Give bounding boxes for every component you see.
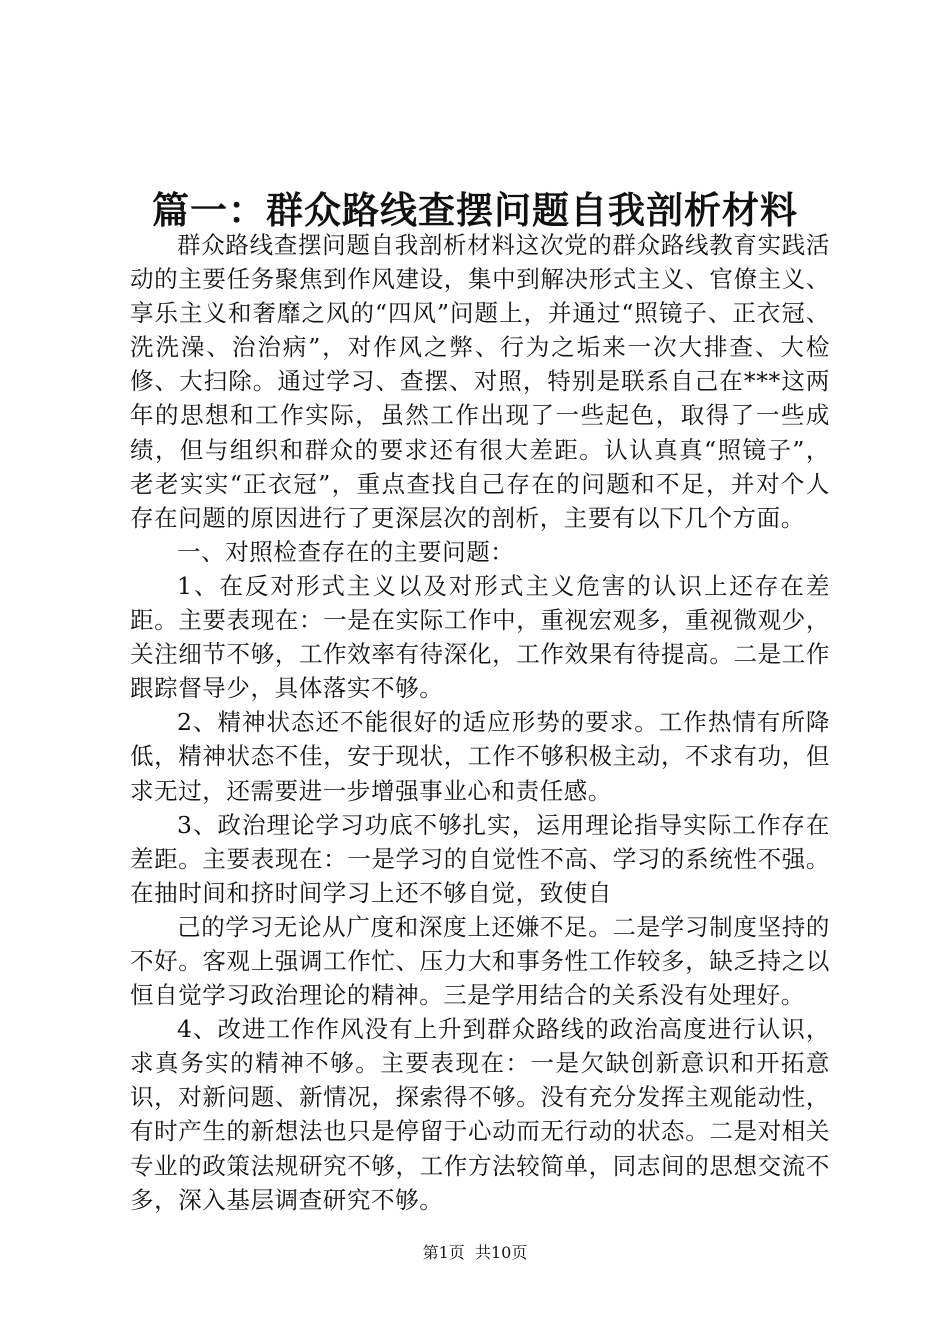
paragraph-intro: 群众路线查摆问题自我剖析材料这次党的群众路线教育实践活动的主要任务聚焦到作风建设，集中到解决形式主义、官僚主义、享乐主义和奢靡之风的“四风”问题上，并通过“照镜子、正衣冠、洗洗澡、治治病”，对作风之弊、行为之垢来一次大排查、大检修、大扫除。通过学习、查摆、对照，特别是联系自己在***这两年的思想和工作实际，虽然工作出现了一些起色，取得了一些成绩，但与组织和群众的要求还有很大差距。认认真真“照镜子”，老老实实“正衣冠”，重点查找自己存在的问题和不足，并对个人存在问题的原因进行了更深层次的剖析，主要有以下几个方面。 (130, 231, 830, 532)
paragraph-item-2: 2、精神状态还不能很好的适应形势的要求。工作热情有所降低，精神状态不佳，安于现状，工作不够积极主动，不求有功，但求无过，还需要进一步增强事业心和责任感。 (130, 708, 830, 805)
document-body (130, 228, 830, 1217)
paragraph-item-4: 4、改进工作作风没有上升到群众路线的政治高度进行认识，求真务实的精神不够。主要表现在：一是欠缺创新意识和开拓意识，对新问题、新情况，探索得不够。没有充分发挥主观能动性，有时产生的新想法也只是停留于心动而无行动的状态。二是对相关专业的政策法规研究不够，工作方法较简单，同志间的思想交流不多，深入基层调查研究不够。 (130, 1015, 830, 1214)
paragraph-section-heading: 一、对照检查存在的主要问题： (177, 537, 515, 566)
paragraph-item-3-continued: 己的学习无论从广度和深度上还嫌不足。二是学习制度坚持的不好。客观上强调工作忙、压力大和事务性工作较多，缺乏持之以恒自觉学习政治理论的精神。三是学用结合的关系没有处理好。 (130, 912, 830, 1010)
page-total: 共10页 (474, 1243, 528, 1262)
document-title: 篇一：群众路线查摆问题自我剖析材料 (152, 188, 798, 232)
page-number: 第1页 (422, 1243, 465, 1262)
page-footer (0, 1243, 950, 1263)
paragraph-item-3: 3、政治理论学习功底不够扎实，运用理论指导实际工作存在差距。主要表现在：一是学习的自觉性不高、学习的系统性不强。在抽时间和挤时间学习上还不够自觉，致使自 (130, 810, 830, 907)
paragraph-item-1: 1、在反对形式主义以及对形式主义危害的认识上还存在差距。主要表现在：一是在实际工作中，重视宏观多，重视微观少，关注细节不够，工作效率有待深化，工作效果有待提高。二是工作跟踪督导少，具体落实不够。 (130, 571, 830, 703)
